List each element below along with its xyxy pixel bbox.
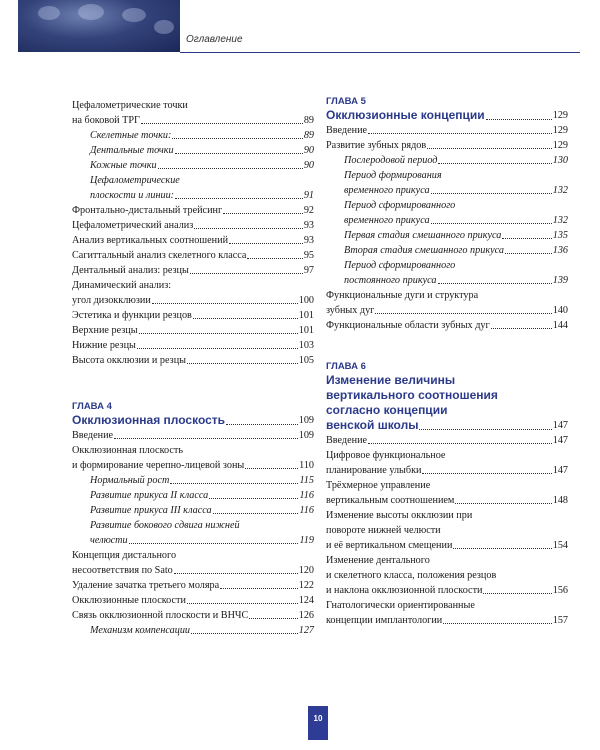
toc-entry[interactable] bbox=[326, 213, 568, 228]
toc-entry-title: Введение bbox=[72, 430, 114, 441]
toc-entry-title: Развитие прикуса III класса bbox=[90, 505, 212, 516]
leader-dots bbox=[419, 429, 551, 430]
toc-entry[interactable] bbox=[326, 183, 568, 198]
toc-entry bbox=[72, 443, 314, 458]
toc-entry bbox=[326, 258, 568, 273]
header-photo-spot bbox=[122, 8, 146, 22]
toc-entry-title: Эстетика и функции резцов bbox=[72, 310, 192, 321]
toc-entry-title: Развитие зубных рядов bbox=[326, 140, 427, 151]
toc-entry-page: 89 bbox=[303, 115, 314, 126]
toc-entry[interactable] bbox=[72, 308, 314, 323]
toc-entry[interactable] bbox=[326, 243, 568, 258]
toc-entry-title: Анализ вертикальных соотношений bbox=[72, 235, 229, 246]
toc-entry[interactable] bbox=[72, 323, 314, 338]
chapter-6-label: ГЛАВА 6 bbox=[326, 361, 366, 372]
toc-entry-page: 116 bbox=[299, 505, 314, 516]
toc-entry-title: и скелетного класса, положения резцов bbox=[326, 570, 497, 581]
toc-entry-title: Развитие бокового сдвига нижней bbox=[90, 520, 240, 531]
leader-dots bbox=[175, 153, 303, 154]
toc-entry-title: Цифровое функциональное bbox=[326, 450, 446, 461]
leader-dots bbox=[483, 593, 551, 594]
toc-entry[interactable] bbox=[72, 248, 314, 263]
toc-entry-title: Нормальный рост bbox=[90, 475, 170, 486]
leader-dots bbox=[443, 623, 551, 624]
leader-dots bbox=[187, 363, 298, 364]
leader-dots bbox=[174, 573, 298, 574]
header-photo-spot bbox=[38, 6, 60, 20]
toc-right-column bbox=[326, 96, 568, 628]
toc-entry-title: Цефалометрические bbox=[90, 175, 180, 186]
toc-entry-page: 129 bbox=[552, 125, 568, 136]
leader-dots bbox=[139, 333, 298, 334]
toc-entry-title: концепции имплантологии bbox=[326, 615, 443, 626]
toc-entry-title: Связь окклюзионной плоскости и ВНЧС bbox=[72, 610, 249, 621]
toc-entry bbox=[326, 523, 568, 538]
toc-entry bbox=[326, 553, 568, 568]
toc-entry-title: челюсти bbox=[90, 535, 128, 546]
toc-entry[interactable] bbox=[72, 488, 314, 503]
leader-dots bbox=[129, 543, 299, 544]
toc-entry-page: 124 bbox=[298, 595, 314, 606]
toc-entry-page: 127 bbox=[298, 625, 314, 636]
toc-entry bbox=[326, 508, 568, 523]
toc-entry-title: Период сформированного bbox=[344, 200, 456, 211]
leader-dots bbox=[431, 223, 552, 224]
toc-entry-title: Высота окклюзии и резцы bbox=[72, 355, 186, 366]
toc-entry[interactable] bbox=[326, 138, 568, 153]
toc-entry[interactable] bbox=[72, 338, 314, 353]
toc-entry-title: Сагиттальный анализ скелетного класса bbox=[72, 250, 247, 261]
chapter-6-page: 147 bbox=[552, 420, 568, 431]
toc-entry[interactable] bbox=[72, 458, 314, 473]
leader-dots bbox=[438, 163, 551, 164]
toc-entry-page: 132 bbox=[552, 185, 568, 196]
toc-entry-page: 101 bbox=[298, 310, 314, 321]
toc-entry-title: Вторая стадия смешанного прикуса bbox=[344, 245, 504, 256]
leader-dots bbox=[431, 193, 552, 194]
toc-entry-title: Окклюзионная плоскость bbox=[72, 445, 183, 456]
toc-entry-page: 122 bbox=[298, 580, 314, 591]
leader-dots bbox=[172, 138, 302, 139]
toc-entry-title: Механизм компенсации bbox=[90, 625, 191, 636]
toc-entry-page: 147 bbox=[552, 435, 568, 446]
toc-entry-title: плоскости и линии: bbox=[90, 190, 175, 201]
toc-entry-page: 92 bbox=[303, 205, 314, 216]
leader-dots bbox=[247, 258, 302, 259]
toc-entry[interactable] bbox=[72, 203, 314, 218]
toc-entry-title: Первая стадия смешанного прикуса bbox=[344, 230, 502, 241]
toc-entry-title: планирование улыбки bbox=[326, 465, 422, 476]
leader-dots bbox=[209, 498, 298, 499]
toc-entry bbox=[72, 278, 314, 293]
toc-entry-page: 105 bbox=[298, 355, 314, 366]
toc-entry-page: 129 bbox=[552, 140, 568, 151]
toc-entry-title: Введение bbox=[326, 435, 368, 446]
toc-entry-page: 119 bbox=[299, 535, 314, 546]
leader-dots bbox=[226, 424, 298, 425]
toc-entry-title: повороте нижней челюсти bbox=[326, 525, 441, 536]
chapter-6-title-line: Изменение величины bbox=[326, 373, 456, 387]
toc-entry[interactable] bbox=[72, 593, 314, 608]
chapter-5-page: 129 bbox=[552, 110, 568, 121]
toc-entry-page: 148 bbox=[552, 495, 568, 506]
toc-entry-page: 103 bbox=[298, 340, 314, 351]
leader-dots bbox=[220, 588, 298, 589]
leader-dots bbox=[438, 283, 552, 284]
leader-dots bbox=[223, 213, 303, 214]
leader-dots bbox=[491, 328, 552, 329]
toc-left-column bbox=[72, 98, 314, 638]
leader-dots bbox=[170, 483, 298, 484]
toc-entry bbox=[72, 98, 314, 113]
toc-entry-page: 136 bbox=[552, 245, 568, 256]
chapter-5-title: Окклюзионные концепции bbox=[326, 108, 485, 122]
toc-entry[interactable] bbox=[72, 533, 314, 548]
leader-dots bbox=[191, 633, 298, 634]
chapter-5-entries bbox=[326, 123, 568, 333]
leader-dots bbox=[245, 468, 298, 469]
toc-entry-title: несоответствия по Sato bbox=[72, 565, 173, 576]
toc-entry[interactable] bbox=[72, 353, 314, 368]
toc-entry bbox=[326, 288, 568, 303]
chapter-6-title-last: венской школы bbox=[326, 418, 419, 432]
toc-entry-page: 139 bbox=[552, 275, 568, 286]
toc-entry-page: 91 bbox=[303, 190, 314, 201]
spacer bbox=[72, 368, 314, 401]
leader-dots bbox=[213, 513, 299, 514]
toc-entry-page: 101 bbox=[298, 325, 314, 336]
toc-entry[interactable] bbox=[72, 563, 314, 578]
toc-entry-title: Изменение дентального bbox=[326, 555, 430, 566]
leader-dots bbox=[455, 503, 551, 504]
toc-entry[interactable] bbox=[72, 158, 314, 173]
toc-left-entries bbox=[72, 98, 314, 368]
toc-entry bbox=[72, 548, 314, 563]
toc-entry bbox=[72, 173, 314, 188]
toc-entry-page: 157 bbox=[552, 615, 568, 626]
chapter-6-title-line: вертикального соотношения bbox=[326, 388, 498, 402]
toc-entry-title: Динамический анализ: bbox=[72, 280, 172, 291]
toc-entry-page: 93 bbox=[303, 220, 314, 231]
leader-dots bbox=[505, 253, 552, 254]
running-header-title: Оглавление bbox=[186, 34, 243, 45]
toc-entry bbox=[326, 478, 568, 493]
page-number-tab bbox=[308, 706, 328, 740]
toc-entry-title: зубных дуг bbox=[326, 305, 375, 316]
toc-entry-title: и наклона окклюзионной плоскости bbox=[326, 585, 483, 596]
leader-dots bbox=[453, 548, 551, 549]
toc-entry-title: Период сформированного bbox=[344, 260, 456, 271]
toc-entry[interactable] bbox=[72, 113, 314, 128]
toc-entry[interactable] bbox=[72, 473, 314, 488]
toc-entry-title: Гнатологически ориентированные bbox=[326, 600, 475, 611]
toc-entry-page: 110 bbox=[299, 460, 314, 471]
toc-entry-page: 95 bbox=[303, 250, 314, 261]
spacer bbox=[326, 333, 568, 361]
chapter-4-label: ГЛАВА 4 bbox=[72, 401, 112, 412]
toc-entry[interactable] bbox=[72, 428, 314, 443]
toc-entry[interactable] bbox=[326, 273, 568, 288]
header-photo-spot bbox=[154, 20, 174, 34]
toc-entry bbox=[72, 518, 314, 533]
toc-entry-title: Кожные точки bbox=[90, 160, 157, 171]
chapter-4-title-entry[interactable] bbox=[72, 413, 314, 428]
leader-dots bbox=[137, 348, 298, 349]
chapter-5-title-entry[interactable] bbox=[326, 108, 568, 123]
toc-entry[interactable] bbox=[72, 128, 314, 143]
toc-entry[interactable] bbox=[72, 218, 314, 233]
toc-entry-page: 147 bbox=[552, 465, 568, 476]
toc-entry-title: и её вертикальном смещении bbox=[326, 540, 453, 551]
toc-entry-title: Нижние резцы bbox=[72, 340, 136, 351]
toc-entry-page: 132 bbox=[552, 215, 568, 226]
leader-dots bbox=[368, 443, 552, 444]
toc-entry bbox=[326, 168, 568, 183]
toc-entry-title: Фронтально-дистальный трейсинг bbox=[72, 205, 223, 216]
toc-entry-page: 116 bbox=[299, 490, 314, 501]
toc-entry[interactable] bbox=[72, 143, 314, 158]
toc-entry bbox=[326, 198, 568, 213]
toc-entry[interactable] bbox=[326, 583, 568, 598]
toc-entry[interactable] bbox=[326, 153, 568, 168]
toc-entry-page: 126 bbox=[298, 610, 314, 621]
toc-entry-title: Функциональные дуги и структура bbox=[326, 290, 479, 301]
leader-dots bbox=[158, 168, 303, 169]
toc-entry-page: 93 bbox=[303, 235, 314, 246]
toc-entry[interactable] bbox=[326, 318, 568, 333]
leader-dots bbox=[502, 238, 551, 239]
toc-entry[interactable] bbox=[326, 613, 568, 628]
toc-entry-page: 156 bbox=[552, 585, 568, 596]
toc-entry-title: на боковой ТРГ bbox=[72, 115, 140, 126]
leader-dots bbox=[187, 603, 298, 604]
header-photo bbox=[18, 0, 180, 52]
toc-entry-title: Цефалометрический анализ bbox=[72, 220, 194, 231]
toc-entry-page: 97 bbox=[303, 265, 314, 276]
toc-entry-page: 90 bbox=[303, 145, 314, 156]
toc-entry-title: Изменение высоты окклюзии при bbox=[326, 510, 473, 521]
toc-entry-title: Дентальный анализ: резцы bbox=[72, 265, 189, 276]
chapter-4-page: 109 bbox=[298, 415, 314, 426]
toc-entry-title: Послеродовой период bbox=[344, 155, 438, 166]
toc-entry-title: Функциональные области зубных дуг bbox=[326, 320, 490, 331]
toc-entry[interactable] bbox=[326, 303, 568, 318]
toc-entry-title: временного прикуса bbox=[344, 215, 430, 226]
chapter-6-title-entry[interactable] bbox=[326, 418, 568, 433]
toc-entry-page: 140 bbox=[552, 305, 568, 316]
chapter-6-title-line: согласно концепции bbox=[326, 403, 448, 417]
leader-dots bbox=[152, 303, 298, 304]
toc-entry bbox=[326, 598, 568, 613]
toc-entry-title: Концепция дистального bbox=[72, 550, 177, 561]
leader-dots bbox=[193, 318, 298, 319]
toc-entry-page: 135 bbox=[552, 230, 568, 241]
leader-dots bbox=[190, 273, 303, 274]
chapter-4-title: Окклюзионная плоскость bbox=[72, 413, 226, 427]
toc-entry-page: 130 bbox=[552, 155, 568, 166]
toc-entry[interactable] bbox=[326, 463, 568, 478]
toc-entry-title: временного прикуса bbox=[344, 185, 430, 196]
leader-dots bbox=[114, 438, 298, 439]
toc-entry[interactable] bbox=[326, 493, 568, 508]
toc-entry-title: Цефалометрические точки bbox=[72, 100, 188, 111]
page-number: 10 bbox=[313, 714, 323, 723]
chapter-4-entries bbox=[72, 428, 314, 638]
toc-entry[interactable] bbox=[72, 608, 314, 623]
toc-entry-page: 100 bbox=[298, 295, 314, 306]
toc-entry-title: Скелетные точки: bbox=[90, 130, 172, 141]
toc-entry-title: Окклюзионные плоскости bbox=[72, 595, 186, 606]
leader-dots bbox=[375, 313, 551, 314]
toc-entry-title: Удаление зачатка третьего моляра bbox=[72, 580, 220, 591]
toc-entry[interactable] bbox=[326, 123, 568, 138]
toc-entry-page: 120 bbox=[298, 565, 314, 576]
toc-entry[interactable] bbox=[72, 503, 314, 518]
toc-entry-title: Дентальные точки bbox=[90, 145, 174, 156]
toc-entry[interactable] bbox=[326, 538, 568, 553]
toc-entry-title: Верхние резцы bbox=[72, 325, 138, 336]
toc-entry[interactable] bbox=[72, 233, 314, 248]
toc-entry-page: 89 bbox=[303, 130, 314, 141]
toc-entry-title: постоянного прикуса bbox=[344, 275, 437, 286]
toc-entry-title: угол дизокклюзии bbox=[72, 295, 151, 306]
toc-entry bbox=[326, 448, 568, 463]
toc-entry[interactable] bbox=[72, 578, 314, 593]
toc-entry-page: 154 bbox=[552, 540, 568, 551]
toc-entry-page: 109 bbox=[298, 430, 314, 441]
toc-entry bbox=[326, 568, 568, 583]
chapter-6-entries bbox=[326, 433, 568, 628]
toc-entry[interactable] bbox=[72, 188, 314, 203]
toc-entry-title: Введение bbox=[326, 125, 368, 136]
leader-dots bbox=[368, 133, 552, 134]
leader-dots bbox=[175, 198, 303, 199]
leader-dots bbox=[422, 473, 551, 474]
toc-entry-title: Трёхмерное управление bbox=[326, 480, 431, 491]
toc-entry-title: и формирование черепно-лицевой зоны bbox=[72, 460, 245, 471]
toc-entry-title: вертикальным соотношением bbox=[326, 495, 455, 506]
leader-dots bbox=[229, 243, 303, 244]
toc-entry-page: 115 bbox=[299, 475, 314, 486]
toc-entry[interactable] bbox=[72, 623, 314, 638]
leader-dots bbox=[249, 618, 297, 619]
chapter-5-label: ГЛАВА 5 bbox=[326, 96, 366, 107]
toc-entry[interactable] bbox=[72, 263, 314, 278]
leader-dots bbox=[194, 228, 303, 229]
toc-entry[interactable] bbox=[72, 293, 314, 308]
toc-entry-page: 144 bbox=[552, 320, 568, 331]
leader-dots bbox=[486, 119, 552, 120]
leader-dots bbox=[141, 123, 303, 124]
toc-entry[interactable] bbox=[326, 433, 568, 448]
toc-entry-title: Развитие прикуса II класса bbox=[90, 490, 209, 501]
toc-entry-page: 90 bbox=[303, 160, 314, 171]
toc-entry[interactable] bbox=[326, 228, 568, 243]
header-photo-spot bbox=[78, 4, 104, 20]
toc-entry-title: Период формирования bbox=[344, 170, 442, 181]
leader-dots bbox=[427, 148, 552, 149]
